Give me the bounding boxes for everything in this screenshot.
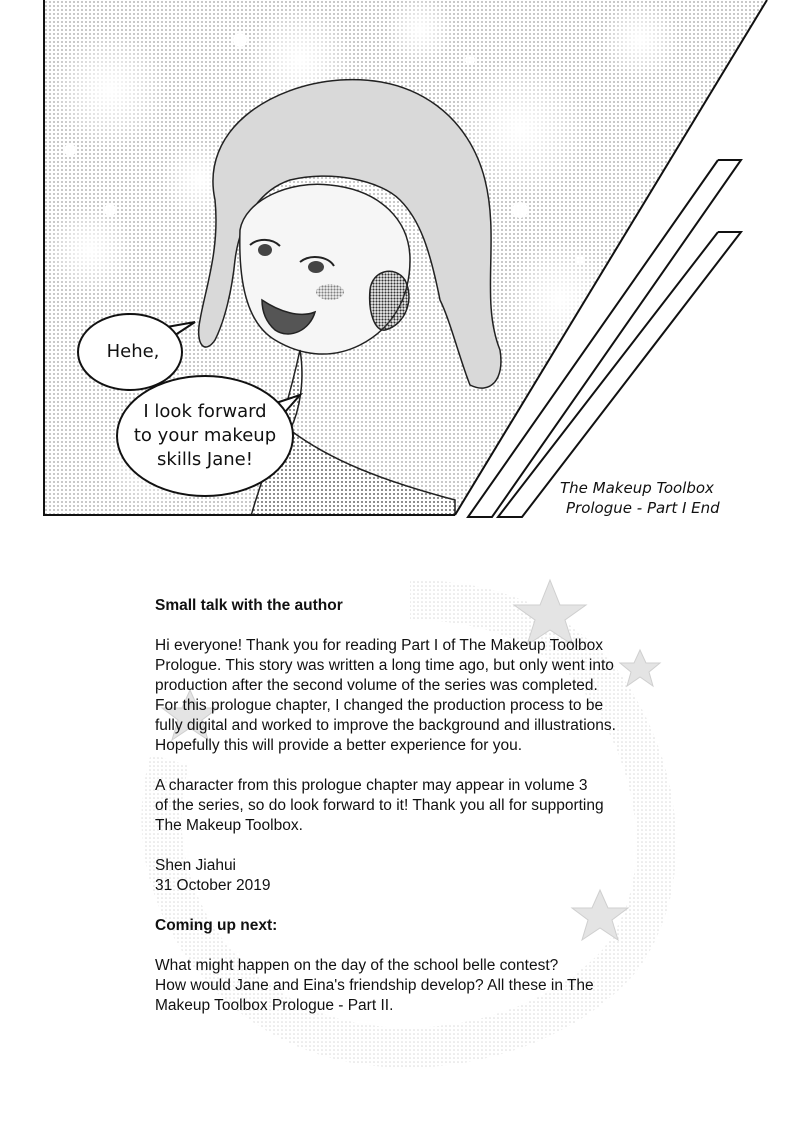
text-line: What might happen on the day of the school belle contest? — [155, 957, 559, 974]
speech-bubble-1-text: Hehe, — [106, 341, 160, 362]
caption-part-end: Prologue - Part I End — [566, 499, 720, 517]
author-afterword — [155, 596, 675, 1036]
afterword-date: 31 October 2019 — [155, 877, 271, 894]
speech-bubble-2-line: I look forward — [143, 401, 267, 422]
text-line: of the series, so do look forward to it! Thank you all for supporting — [155, 797, 604, 814]
afterword-signature — [155, 856, 675, 896]
afterword-paragraph-2 — [155, 776, 675, 836]
text-line: Hopefully this will provide a better experience for you. — [155, 737, 523, 754]
chapter-end-caption — [560, 478, 760, 518]
character-blush — [316, 284, 344, 300]
text-line: Makeup Toolbox Prologue - Part II. — [155, 997, 394, 1014]
afterword-paragraph-3 — [155, 956, 675, 1016]
text-line: fully digital and worked to improve the background and illustrations. — [155, 717, 616, 734]
text-line: Prologue. This story was written a long time ago, but only went into — [155, 657, 614, 674]
text-line: How would Jane and Eina's friendship develop? All these in The — [155, 977, 594, 994]
text-line: production after the second volume of the series was completed. — [155, 677, 598, 694]
manga-panel — [0, 0, 800, 530]
speech-bubble-2-line: skills Jane! — [157, 449, 253, 470]
author-name: Shen Jiahui — [155, 857, 237, 874]
afterword-heading: Small talk with the author — [155, 597, 343, 614]
afterword-paragraph-1 — [155, 636, 675, 756]
text-line: For this prologue chapter, I changed the production process to be — [155, 697, 604, 714]
coming-up-next-heading: Coming up next: — [155, 917, 278, 934]
text-line: The Makeup Toolbox. — [155, 817, 303, 834]
speech-bubble-2-text — [130, 400, 280, 472]
text-line: Hi everyone! Thank you for reading Part I of The Makeup Toolbox — [155, 637, 604, 654]
caption-series-title: The Makeup Toolbox — [560, 479, 714, 497]
text-line: A character from this prologue chapter may appear in volume 3 — [155, 777, 588, 794]
speech-bubble-2-line: to your makeup — [133, 425, 277, 446]
